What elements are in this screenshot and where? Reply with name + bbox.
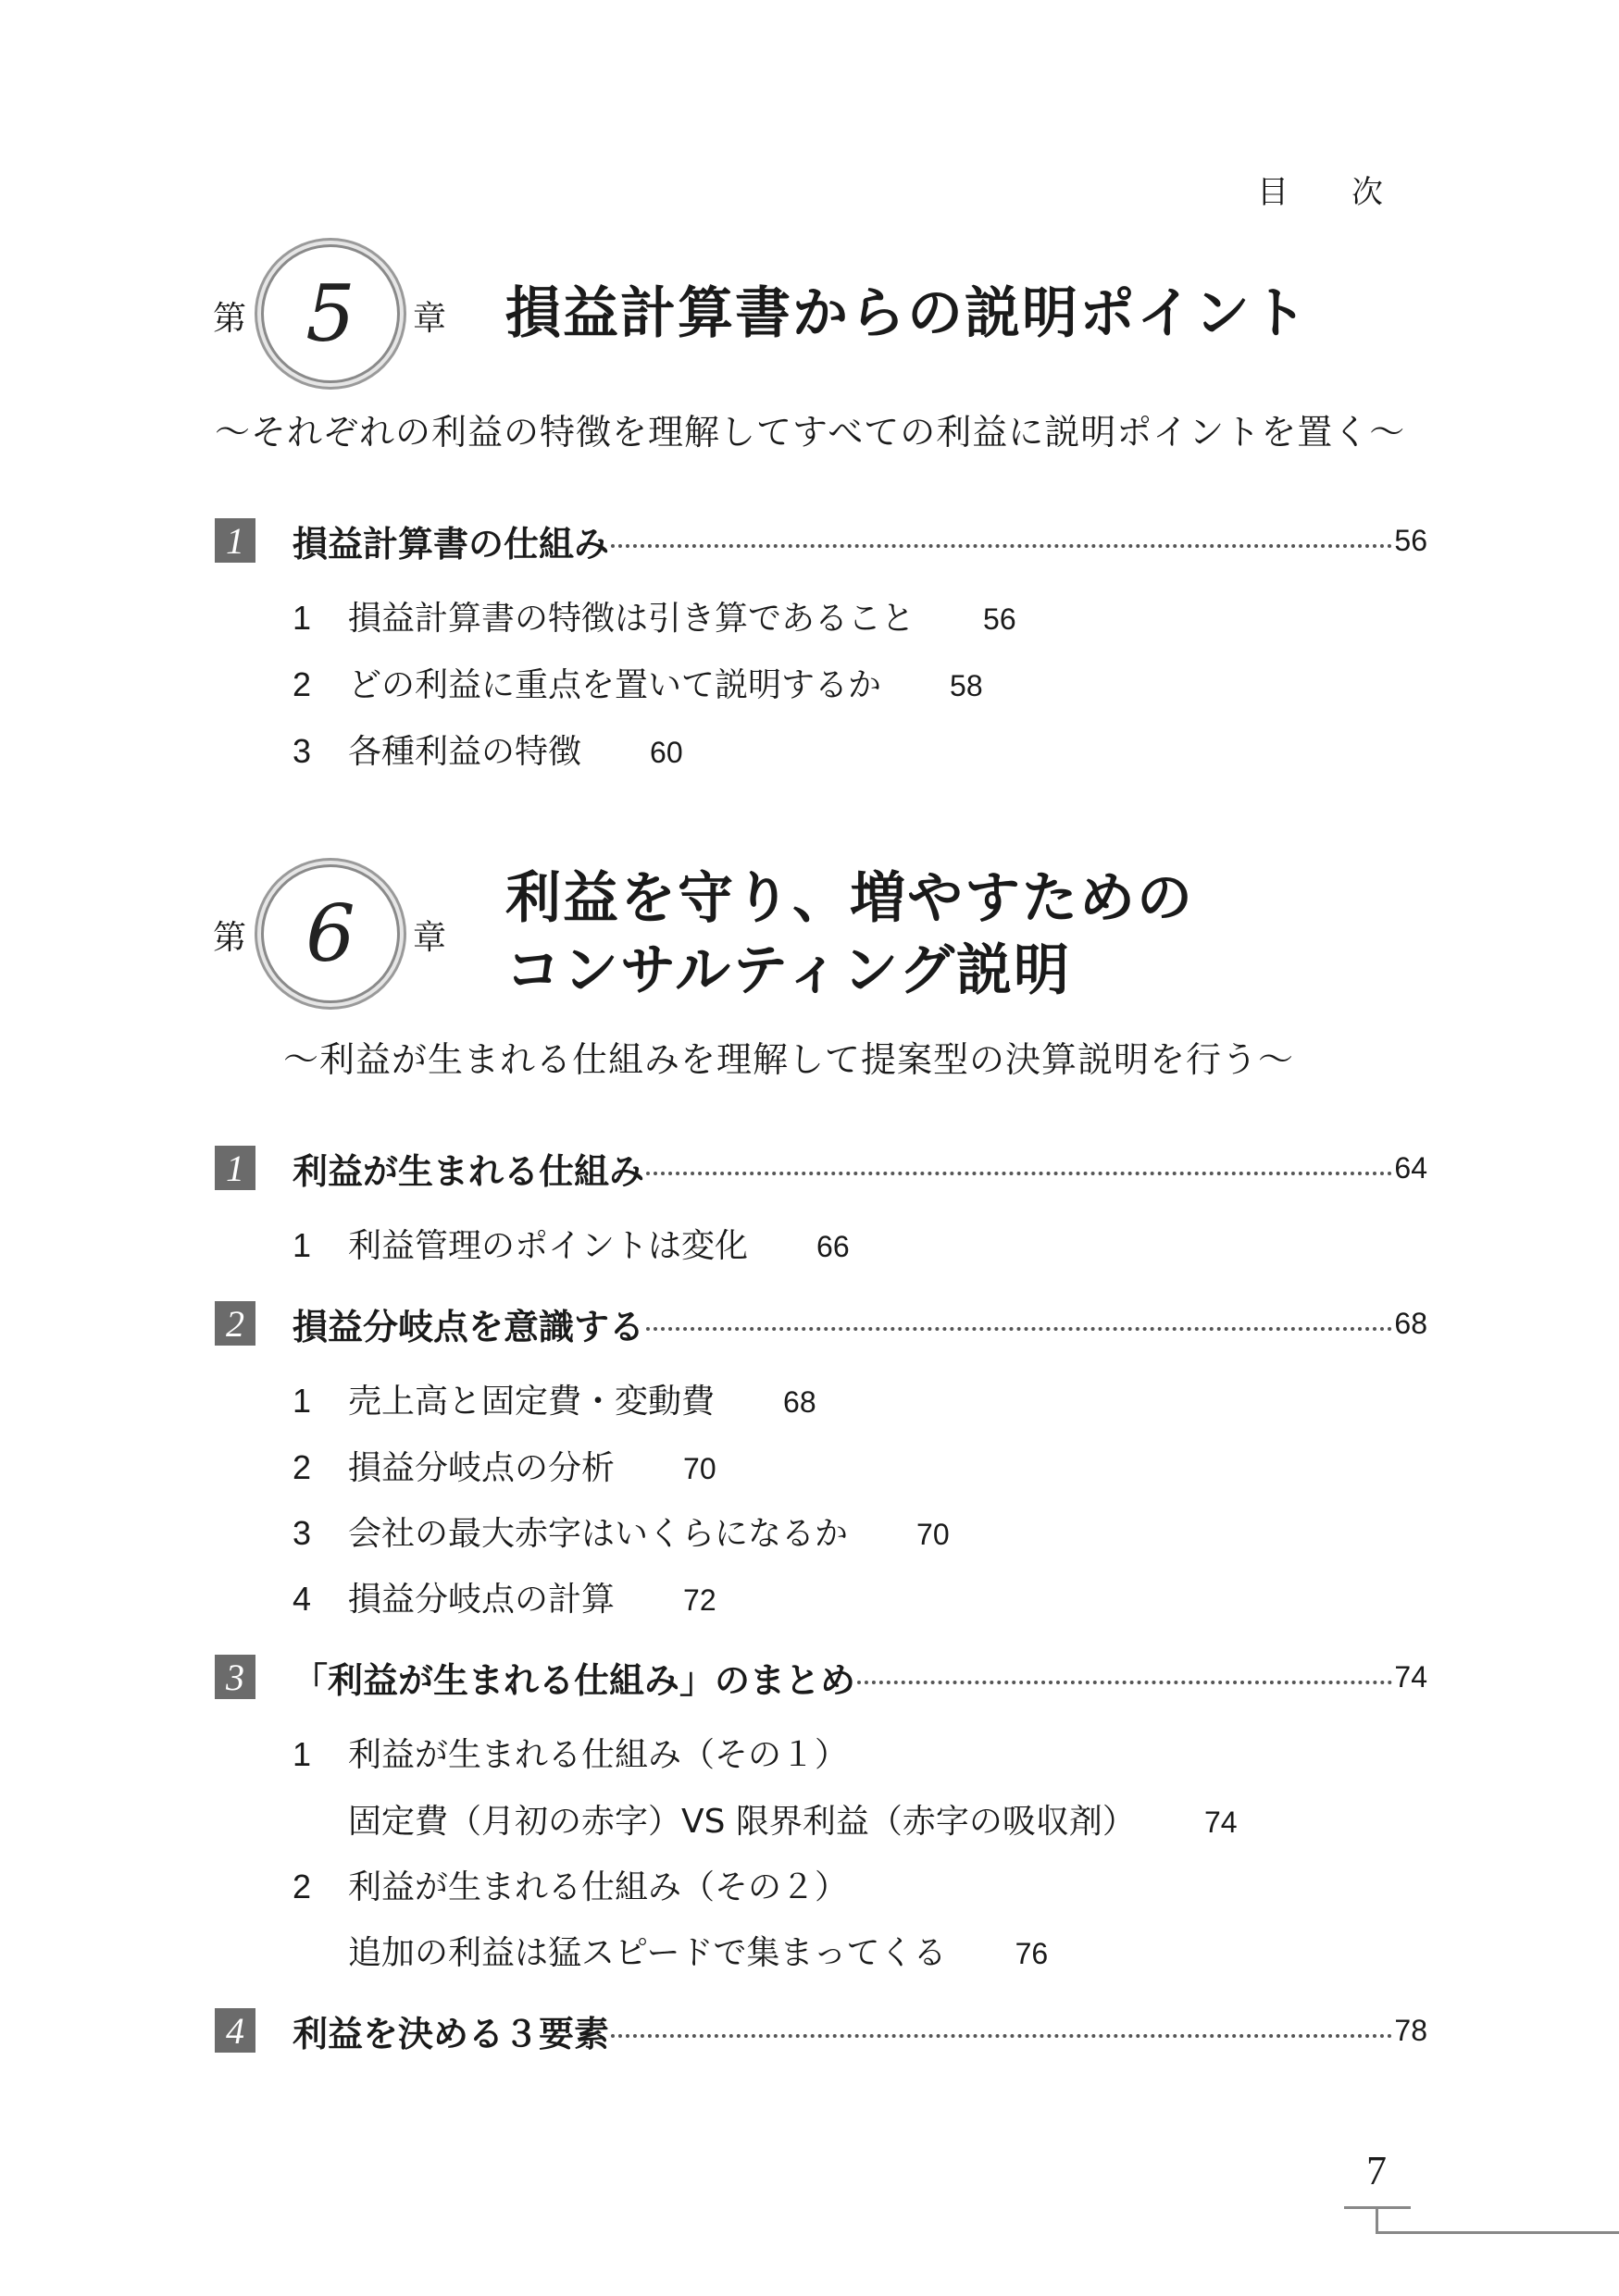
item-title: 会社の最大赤字はいくらになるか [348, 1515, 849, 1553]
toc-item[interactable] [293, 1375, 816, 1422]
item-page: 74 [1203, 1806, 1238, 1839]
chapter-subtitle: ～それぞれの利益の特徴を理解してすべての利益に説明ポイントを置く～ [215, 412, 1406, 453]
section-number-badge: 1 [215, 518, 255, 563]
item-title: 利益管理のポイントは変化 [348, 1227, 749, 1265]
section-title: 利益を決める３要素 [293, 2013, 610, 2054]
item-title: どの利益に重点を置いて説明するか [348, 666, 882, 704]
item-title: 損益分岐点の分析 [348, 1449, 616, 1487]
chapter-title: 損益計算書からの説明ポイント [505, 281, 1309, 346]
footer-rule [1376, 2231, 1619, 2234]
toc-item[interactable] [293, 592, 1016, 639]
chapter-title-line-2: コンサルティング説明 [505, 938, 1071, 1003]
item-title: 損益計算書の特徴は引き算であること [348, 600, 915, 638]
section-number-badge: 2 [215, 1301, 255, 1346]
running-header: 目 次 [1257, 174, 1383, 211]
item-page: 70 [916, 1518, 950, 1551]
item-page: 76 [1015, 1937, 1049, 1970]
item-title: 損益分岐点の計算 [348, 1581, 616, 1619]
toc-item-continuation[interactable] [293, 1795, 1238, 1843]
item-page: 70 [683, 1452, 716, 1485]
toc-section[interactable] [215, 1653, 1427, 1701]
item-title: 各種利益の特徴 [348, 733, 582, 771]
chapter-number: 6 [305, 888, 355, 979]
item-number: 3 [293, 1514, 312, 1552]
section-number-badge: 3 [215, 1655, 255, 1699]
toc-item[interactable] [293, 1442, 716, 1489]
item-number: 2 [293, 1868, 312, 1905]
chapter-prefix: 第 [213, 919, 247, 957]
section-title: 「利益が生まれる仕組み」のまとめ [293, 1659, 856, 1701]
item-page: 56 [983, 602, 1016, 636]
toc-item[interactable] [293, 1861, 848, 1908]
toc-section[interactable] [215, 1299, 1427, 1347]
chapter-subtitle: ～利益が生まれる仕組みを理解して提案型の決算説明を行う～ [283, 1039, 1295, 1080]
section-page: 74 [1394, 1659, 1427, 1694]
item-title: 固定費（月初の赤字）VS 限界利益（赤字の吸収剤） [348, 1803, 1136, 1841]
section-page: 64 [1394, 1150, 1427, 1185]
toc-section[interactable] [215, 516, 1427, 565]
dot-leader [857, 1681, 1392, 1684]
page-number: 7 [1366, 2148, 1387, 2193]
item-page: 68 [783, 1385, 816, 1419]
item-number: 3 [293, 732, 312, 770]
chapter-suffix: 章 [413, 300, 447, 338]
item-number: 2 [293, 665, 312, 703]
toc-section[interactable] [215, 2006, 1427, 2054]
item-title: 売上高と固定費・変動費 [348, 1383, 716, 1421]
dot-leader [611, 2034, 1392, 2038]
item-title: 追加の利益は猛スピードで集まってくる [348, 1934, 947, 1972]
chapter-prefix: 第 [213, 300, 247, 338]
section-title: 利益が生まれる仕組み [293, 1150, 645, 1192]
dot-leader [646, 1172, 1392, 1175]
toc-item-continuation[interactable] [293, 1927, 1048, 1974]
toc-item[interactable] [293, 1220, 850, 1267]
item-page: 60 [650, 736, 683, 769]
item-number: 4 [293, 1580, 312, 1618]
item-number: 1 [293, 1735, 312, 1773]
chapter-number-badge [261, 864, 400, 1003]
section-page: 78 [1394, 2013, 1427, 2047]
chapter-number: 5 [305, 268, 355, 359]
section-page: 56 [1394, 523, 1427, 557]
item-page: 72 [683, 1583, 716, 1617]
toc-item[interactable] [293, 1573, 716, 1620]
chapter-title-line-1: 利益を守り、増やすための [505, 866, 1194, 931]
toc-item[interactable] [293, 1729, 848, 1776]
dot-leader [611, 544, 1392, 548]
dot-leader [646, 1327, 1392, 1331]
toc-section[interactable] [215, 1144, 1427, 1192]
footer-rule [1376, 2206, 1378, 2234]
item-title: 利益が生まれる仕組み（その１） [348, 1736, 849, 1774]
toc-item[interactable] [293, 1508, 950, 1555]
item-number: 1 [293, 1382, 312, 1420]
section-title: 損益計算書の仕組み [293, 523, 610, 565]
section-title: 損益分岐点を意識する [293, 1306, 645, 1347]
section-number-badge: 1 [215, 1146, 255, 1190]
item-page: 58 [950, 669, 983, 702]
toc-item[interactable] [293, 659, 983, 706]
toc-item[interactable] [293, 726, 683, 773]
item-number: 1 [293, 1226, 312, 1264]
section-page: 68 [1394, 1306, 1427, 1340]
chapter-number-badge [261, 244, 400, 383]
item-page: 66 [816, 1230, 850, 1263]
chapter-suffix: 章 [413, 919, 447, 957]
item-title: 利益が生まれる仕組み（その２） [348, 1868, 849, 1906]
item-number: 1 [293, 599, 312, 637]
item-number: 2 [293, 1448, 312, 1486]
section-number-badge: 4 [215, 2008, 255, 2053]
